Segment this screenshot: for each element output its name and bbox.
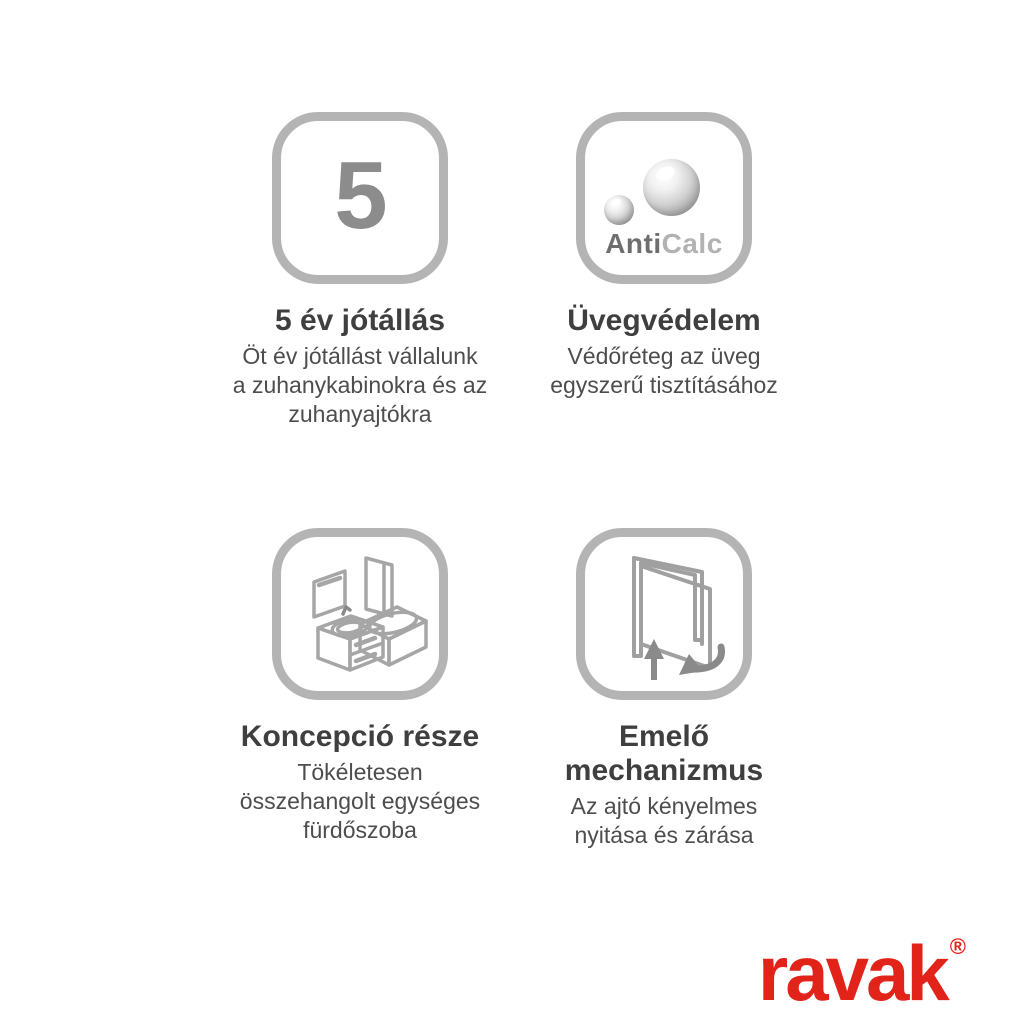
badge-number-5: 5 (334, 142, 386, 249)
feature-desc-lift-mechanism (571, 792, 758, 850)
desc-line: Öt év jótállást vállalunk (242, 343, 478, 369)
five-years-badge-icon (272, 112, 448, 284)
desc-line: zuhanyajtókra (288, 401, 432, 427)
feature-title-glass-protection: Üvegvédelem (567, 304, 761, 337)
desc-line: Védőréteg az üveg (567, 343, 761, 369)
feature-concept (208, 528, 512, 944)
ravak-logo-text: ravak (757, 929, 947, 1017)
desc-line: a zuhanykabinokra és az (232, 372, 488, 398)
desc-line: fürdőszoba (303, 817, 417, 843)
lifting-door-icon (576, 528, 752, 700)
bathroom-concept-icon (272, 528, 448, 700)
feature-glass-protection (512, 112, 816, 528)
desc-line: Az ajtó kényelmes (570, 793, 758, 819)
bubble-small-icon (604, 195, 634, 225)
desc-line: Tökéletesen (297, 759, 423, 785)
anticalc-bubbles-icon (576, 112, 752, 284)
anticalc-wordmark (585, 228, 743, 260)
desc-line: összehangolt egységes (239, 788, 481, 814)
feature-warranty (208, 112, 512, 528)
desc-line: egyszerű tisztításához (550, 372, 778, 398)
registered-trademark-icon: ® (949, 934, 966, 959)
feature-desc-warranty (233, 342, 487, 429)
desc-line: nyitása és zárása (574, 822, 754, 848)
feature-desc-concept (240, 758, 480, 845)
features-grid (208, 112, 816, 944)
anticalc-text-primary: Anti (605, 228, 662, 259)
door-lineart (594, 544, 734, 684)
anticalc-text-secondary: Calc (661, 228, 723, 259)
feature-title-lift-mechanism: Emelő mechanizmus (564, 720, 764, 787)
feature-title-warranty: 5 év jótállás (274, 304, 446, 337)
bubble-large-icon (643, 159, 700, 216)
bathroom-lineart (290, 544, 430, 684)
ravak-logo (757, 929, 966, 1017)
feature-desc-glass-protection (550, 342, 778, 400)
feature-lift-mechanism (512, 528, 816, 944)
feature-title-concept: Koncepció része (240, 720, 480, 753)
